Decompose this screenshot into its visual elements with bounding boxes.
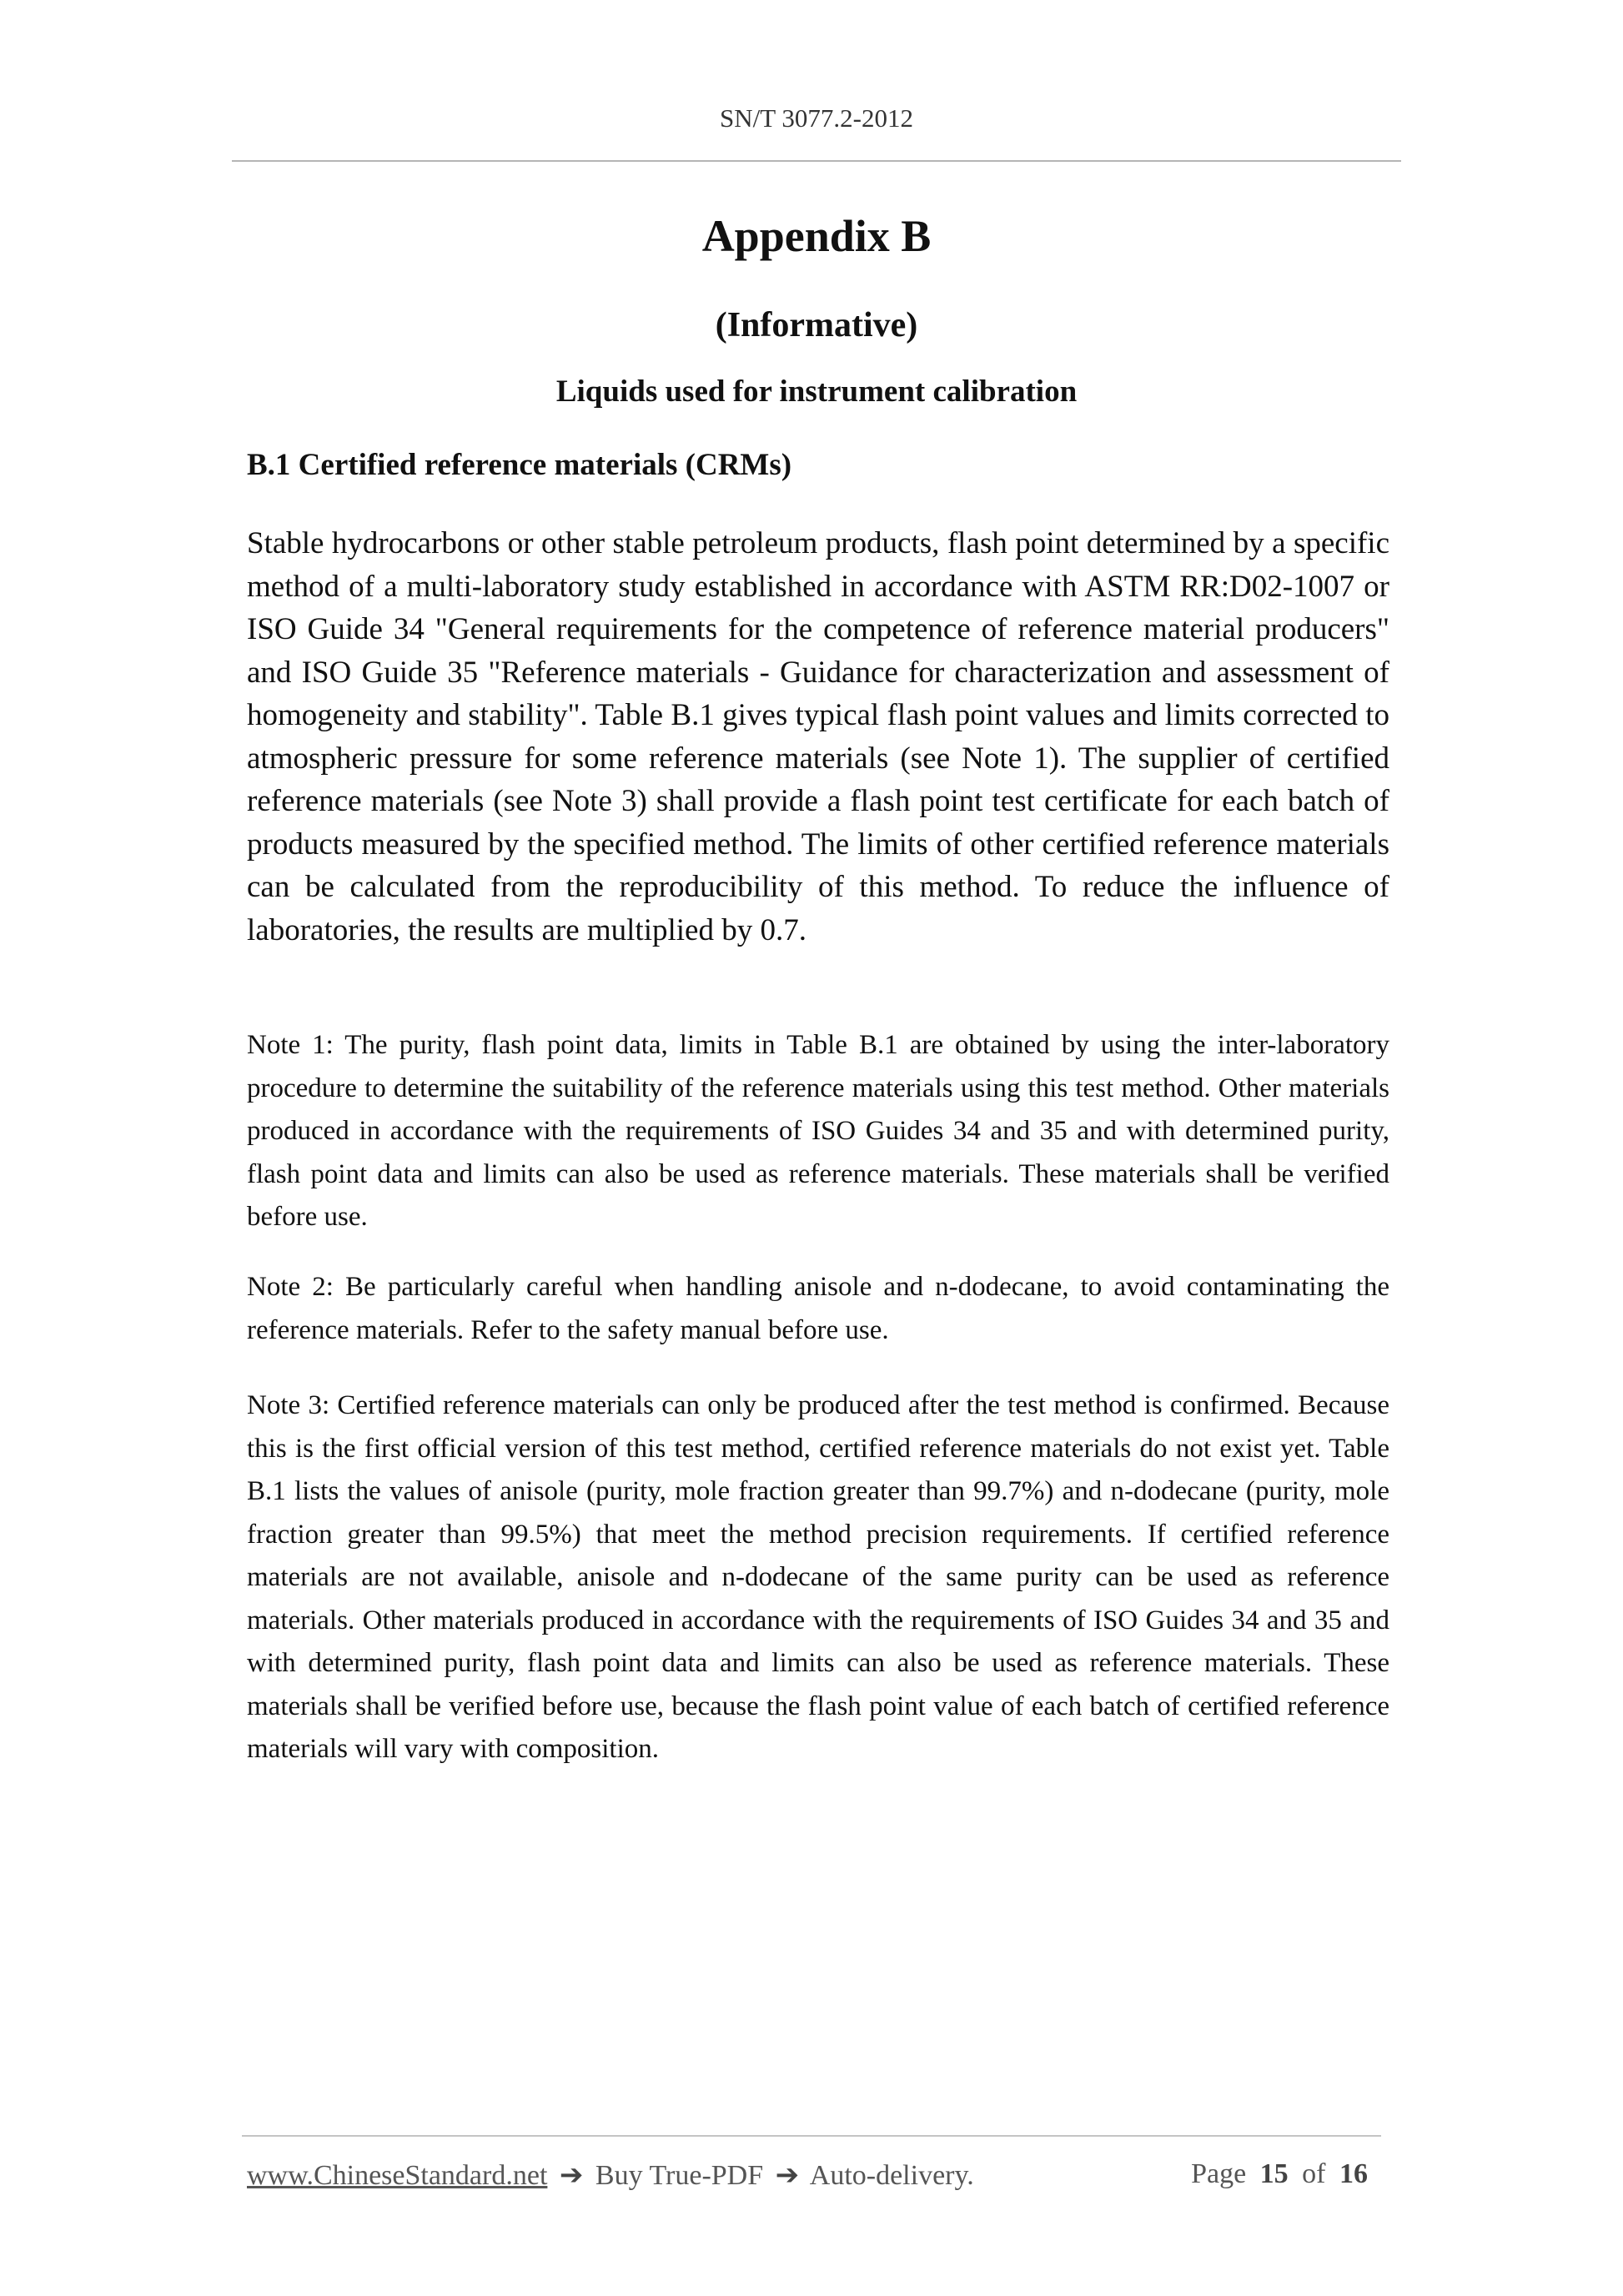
appendix-caption: Liquids used for instrument calibration <box>555 374 1078 409</box>
auto-delivery-text: Auto-delivery. <box>809 2160 974 2191</box>
document-id-header: SN/T 3077.2-2012 <box>720 103 913 133</box>
appendix-title: Appendix B <box>701 211 932 261</box>
section-body-paragraph: Stable hydrocarbons or other stable petroleum products, flash point determined by a specific method of a multi-laboratory study established in accordance with ASTM RR:D02-1007 or ISO Guide 34 "General requirements for the competence of reference material producers" and ISO Guide 35 "Reference materials - Guidance for characterization and assessment of homogeneity and stability". Table B.1 gives typical flash point values and limits corrected to atmospheric pressure for some reference materials (see Note 1). The supplier of certified reference materials (see Note 3) shall provide a flash point test certificate for each batch of products measured by the specified method. The limits of other certified reference materials can be calculated from the reproducibility of this method. To reduce the influence of laboratories, the results are multiplied by 0.7. <box>247 526 1389 947</box>
note-1: Note 1: The purity, flash point data, limits in Table B.1 are obtained by using the inter-laboratory procedure to determine the suitability of the reference materials using this test method. Other materials produced in accordance with the requirements of ISO Guides 34 and 35 and with determined purity, flash point data and limits can also be used as reference materials. These materials shall be verified before use. <box>247 1030 1389 1232</box>
header-divider <box>232 160 1401 162</box>
arrow-right-icon: ➔ <box>775 2160 800 2191</box>
section-heading: B.1 Certified reference materials (CRMs) <box>247 448 792 482</box>
note-3: Note 3: Certified reference materials can only be produced after the test method is confirmed. Because this is the first official version of this test method, certified reference materials do not exist yet. Table B.1 lists the values of anisole (purity, mole fraction greater than 99.7%) and n-dodecane (purity, mole fraction greater than 99.5%) that meet the method precision requirements. If certified reference materials are not available, anisole and n-dodecane of the same purity can be used as reference materials. Other materials produced in accordance with the requirements of ISO Guides 34 and 35 and with determined purity, flash point data and limits can also be used as reference materials. These materials shall be verified before use, because the flash point value of each batch of certified reference materials will vary with composition. <box>247 1390 1389 1764</box>
page-label: Page <box>1191 2158 1247 2189</box>
footer-promo <box>247 2158 974 2192</box>
footer-divider <box>242 2135 1381 2137</box>
site-link[interactable]: www.ChineseStandard.net <box>247 2160 548 2191</box>
page-number <box>1191 2158 1374 2190</box>
arrow-right-icon: ➔ <box>559 2160 584 2191</box>
note-2: Note 2: Be particularly careful when handling anisole and n-dodecane, to avoid contaminating the reference materials. Refer to the safety manual before use. <box>247 1272 1389 1345</box>
page-total: 16 <box>1339 2158 1368 2189</box>
page-current: 15 <box>1259 2158 1289 2189</box>
buy-pdf-text: Buy True-PDF <box>595 2160 764 2191</box>
page-of-label: of <box>1302 2158 1326 2189</box>
appendix-subtitle: (Informative) <box>715 306 918 344</box>
